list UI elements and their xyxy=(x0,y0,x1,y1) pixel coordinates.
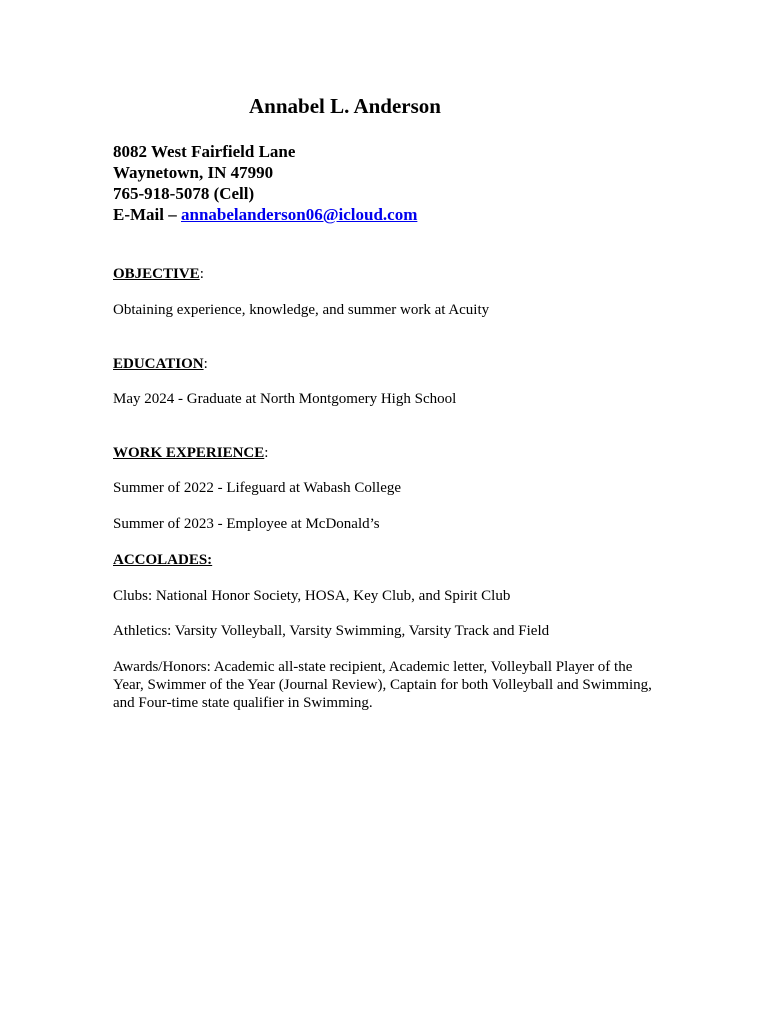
address-line-1: 8082 West Fairfield Lane xyxy=(113,142,296,161)
objective-heading-colon: : xyxy=(199,266,204,282)
contact-block xyxy=(113,141,417,225)
accolades-clubs: Clubs: National Honor Society, HOSA, Key Club, and Spirit Club xyxy=(113,588,511,604)
work-experience-heading-colon: : xyxy=(264,445,269,461)
email-line xyxy=(113,204,417,225)
phone-number: 765-918-5078 (Cell) xyxy=(113,184,255,203)
accolades-heading-label: ACCOLADES: xyxy=(113,552,213,568)
objective-heading xyxy=(113,265,204,283)
email-link[interactable]: annabelanderson06@icloud.com xyxy=(181,205,418,224)
work-item: Summer of 2022 - Lifeguard at Wabash College xyxy=(113,480,402,496)
accolades-athletics: Athletics: Varsity Volleyball, Varsity Swimming, Varsity Track and Field xyxy=(113,623,550,639)
resume-name: Annabel L. Anderson xyxy=(249,94,441,118)
accolades-awards: Awards/Honors: Academic all-state recipient, Academic letter, Volleyball Player of the Year, Swimmer of the Year (Journal Review), Captain for both Volleyball and Swimming, and Four-time state qualifier in Swimming. xyxy=(113,659,652,711)
address-line-2: Waynetown, IN 47990 xyxy=(113,163,274,182)
education-heading-label: EDUCATION xyxy=(113,356,204,372)
work-item: Summer of 2023 - Employee at McDonald’s xyxy=(113,516,380,532)
education-heading-colon: : xyxy=(203,356,208,372)
work-experience-heading xyxy=(113,444,268,462)
accolades-heading xyxy=(113,551,212,569)
objective-heading-label: OBJECTIVE xyxy=(113,266,200,282)
education-text: May 2024 - Graduate at North Montgomery High School xyxy=(113,391,457,407)
education-heading xyxy=(113,355,208,373)
email-label: E-Mail – xyxy=(113,205,181,224)
work-experience-heading-label: WORK EXPERIENCE xyxy=(113,445,265,461)
objective-text: Obtaining experience, knowledge, and summer work at Acuity xyxy=(113,302,490,318)
